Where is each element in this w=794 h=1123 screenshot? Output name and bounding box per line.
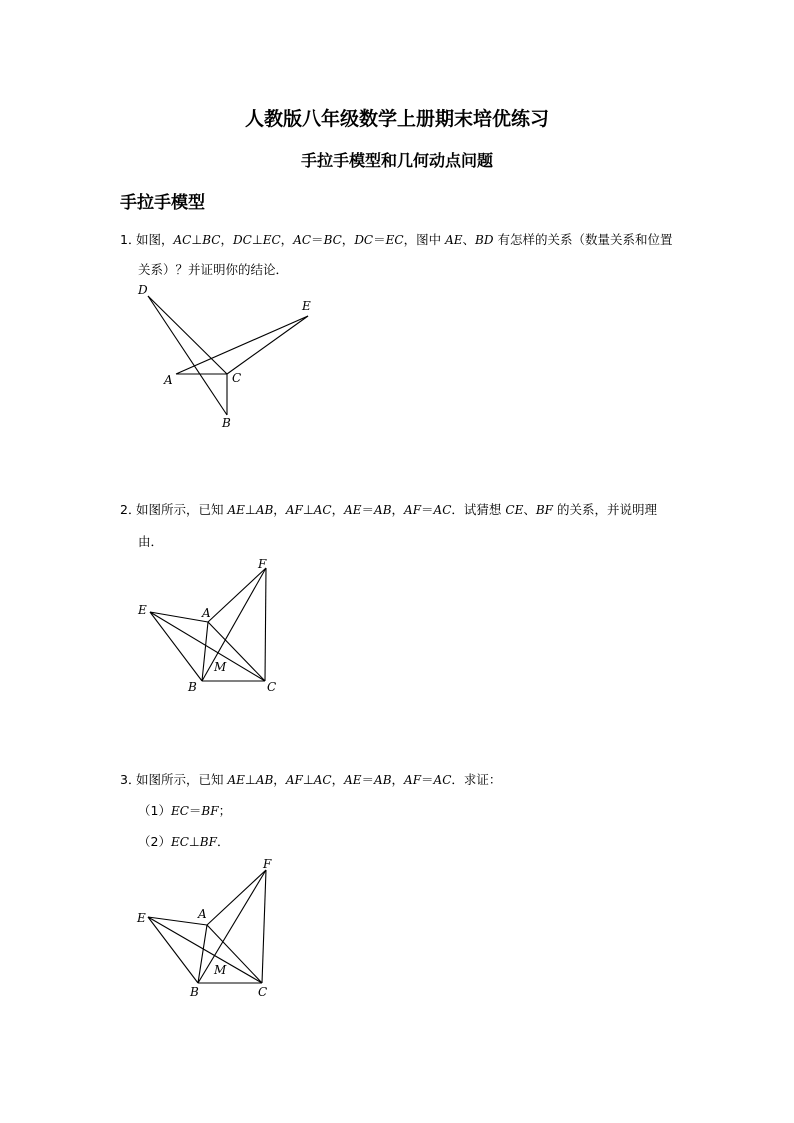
question-3-line-1: 3．如图所示，已知 AE⊥AB，AF⊥AC，AE＝AB，AF＝AC．求证： (120, 772, 502, 787)
segment-ec (227, 316, 308, 374)
label-c: C (258, 985, 268, 999)
page-title: 人教版八年级数学上册期末培优练习 (244, 108, 549, 130)
question-3-figure (130, 850, 300, 1010)
question-3-part-1: （1）EC＝BF； (138, 803, 232, 818)
label-c: C (267, 680, 277, 694)
label-e: E (137, 911, 146, 925)
label-b: B (188, 680, 197, 694)
page-subtitle: 手拉手模型和几何动点问题 (300, 151, 493, 170)
label-f: F (263, 857, 272, 871)
label-a: A (202, 606, 211, 620)
label-a: A (164, 373, 173, 387)
segment-ea (176, 316, 308, 374)
segment-fc (262, 870, 266, 983)
question-2-line-1: 2．如图所示，已知 AE⊥AB，AF⊥AC，AE＝AB，AF＝AC．试猜想 CE、BF 的关系，并说明理 (120, 502, 657, 517)
segment-bf (202, 568, 266, 681)
label-b: B (190, 985, 199, 999)
label-b: B (222, 416, 231, 430)
section-heading: 手拉手模型 (120, 193, 205, 213)
segment-af (208, 568, 266, 622)
label-e: E (138, 603, 147, 617)
question-1-figure (120, 278, 340, 438)
label-c: C (232, 371, 242, 385)
segment-db (148, 296, 227, 415)
question-3-part-2: （2）EC⊥BF． (138, 834, 230, 849)
segment-dc (148, 296, 227, 374)
segment-fc (265, 568, 266, 681)
segment-ec (148, 917, 262, 983)
question-2-figure (130, 552, 300, 702)
segment-eb (150, 612, 202, 681)
question-2-line-2: 由． (138, 534, 164, 549)
label-m: M (214, 963, 227, 977)
label-m: M (214, 660, 227, 674)
segment-ab (198, 925, 207, 983)
label-d: D (138, 283, 148, 297)
segment-af (207, 870, 266, 925)
label-f: F (258, 557, 267, 571)
segment-eb (148, 917, 198, 983)
question-1-line-2: 关系）？并证明你的结论． (138, 262, 289, 277)
label-e: E (302, 299, 311, 313)
label-a: A (198, 907, 207, 921)
question-1-line-1: 1．如图，AC⊥BC，DC⊥EC，AC＝BC，DC＝EC，图中 AE、BD 有怎样的关系（数量关系和位置 (120, 232, 673, 247)
